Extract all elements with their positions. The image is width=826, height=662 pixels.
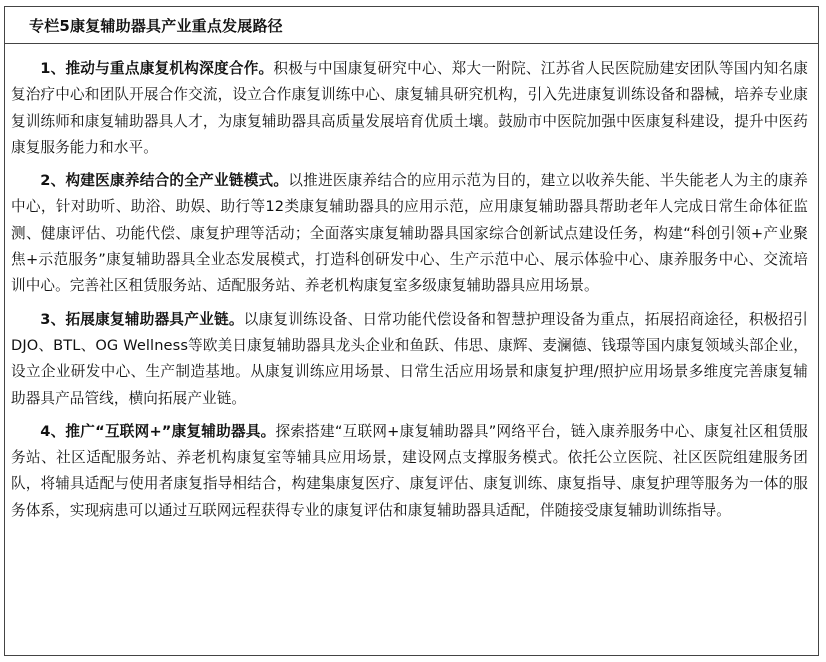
feature-box	[4, 6, 819, 656]
paragraph-heading: 2、构建医康养结合的全产业链模式。	[40, 172, 289, 190]
paragraph-heading: 4、推广“互联网+”康复辅助器具。	[40, 422, 276, 440]
paragraph-1	[11, 56, 808, 161]
paragraph-body: 积极与中国康复研究中心、郑大一附院、江苏省人民医院励建安团队等国内知名康复治疗中心和团队开展合作交流，设立合作康复训练中心、康复辅具研究机构，引入先进康复训练设备和器械，培养专业康复训练师和康复辅助器具人才，为康复辅助器具高质量发展培育优质土壤。鼓励市中医院加强中医康复科建设，提升中医药康复服务能力和水平。	[11, 60, 808, 156]
paragraph-heading: 3、拓展康复辅助器具产业链。	[40, 310, 244, 328]
paragraph-heading: 1、推动与重点康复机构深度合作。	[40, 60, 274, 77]
paragraph-4	[11, 419, 808, 524]
box-title: 专栏5康复辅助器具产业重点发展路径	[29, 16, 283, 35]
box-content	[5, 44, 818, 524]
paragraph-2	[11, 168, 808, 299]
paragraph-body: 以推进医康养结合的应用示范为目的，建立以收养失能、半失能老人为主的康养中心，针对助听、助浴、助娱、助行等12类康复辅助器具的应用示范，应用康复辅助器具帮助老年人完成日常生命体征监测、健康评估、功能代偿、康复护理等活动；全面落实康复辅助器具国家综合创新试点建设任务，构建“科创引领+产业聚焦+示范服务”康复辅助器具全业态发展模式，打造科创研发中心、生产示范中心、展示体验中心、康养服务中心、交流培训中心。完善社区租赁服务站、适配服务站、养老机构康复室多级康复辅助器具应用场景。	[11, 172, 808, 295]
paragraph-body: 探索搭建“互联网+康复辅助器具”网络平台，链入康养服务中心、康复社区租赁服务站、社区适配服务站、养老机构康复室等辅具应用场景，建设网点支撑服务模式。依托公立医院、社区医院组建服务团队，将辅具适配与使用者康复指导相结合，构建集康复医疗、康复评估、康复训练、康复指导、康复护理等服务为一体的服务体系，实现病患可以通过互联网远程获得专业的康复评估和康复辅助器具适配，伴随接受康复辅助训练指导。	[11, 422, 808, 519]
title-row	[5, 7, 818, 44]
paragraph-body: 以康复训练设备、日常功能代偿设备和智慧护理设备为重点，拓展招商途径，积极招引DJO、BTL、OG Wellness等欧美日康复辅助器具龙头企业和鱼跃、伟思、康辉、麦澜德、钱璟等国内康复领域头部企业，设立企业研发中心、生产制造基地。从康复训练应用场景、日常生活应用场景和康复护理/照护应用场景多维度完善康复辅助器具产品管线，横向拓展产业链。	[11, 310, 808, 407]
paragraph-3	[11, 307, 808, 412]
